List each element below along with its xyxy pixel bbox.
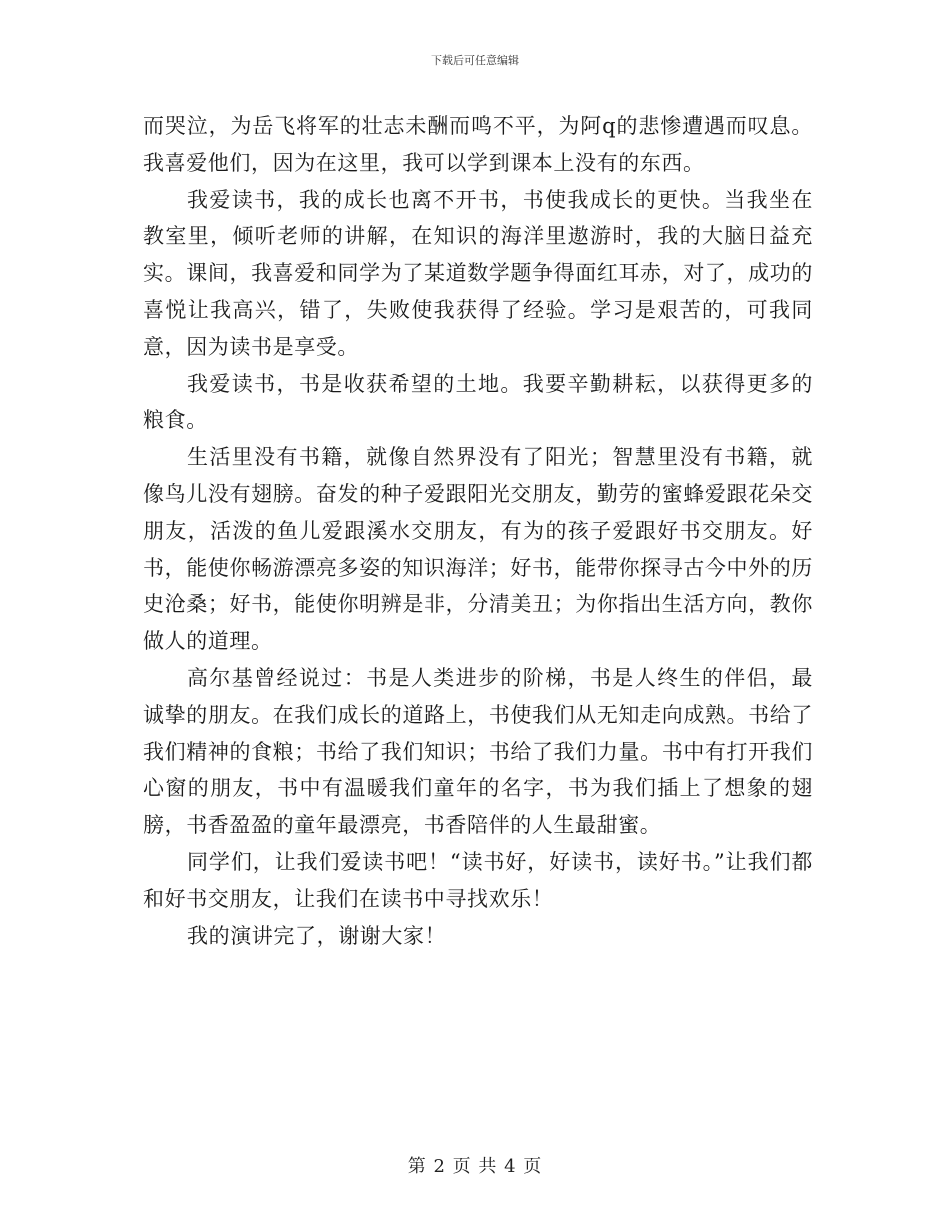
paragraph: 高尔基曾经说过：书是人类进步的阶梯，书是人终生的伴侣，最诚挚的朋友。在我们成长的道路上，书使我们从无知走向成熟。书给了我们精神的食粮；书给了我们知识；书给了我们力量。书中有打开我们心窗的朋友，书中有温暖我们童年的名字，书为我们插上了想象的翅膀，书香盈盈的童年最漂亮，书香陪伴的人生最甜蜜。 bbox=[143, 665, 813, 838]
page-header: 下载后可任意编辑 bbox=[431, 54, 519, 67]
paragraph: 生活里没有书籍，就像自然界没有了阳光；智慧里没有书籍，就像鸟儿没有翅膀。奋发的种子爱跟阳光交朋友，勤劳的蜜蜂爱跟花朵交朋友，活泼的鱼儿爱跟溪水交朋友，有为的孩子爱跟好书交朋友。好书，能使你畅游漂亮多姿的知识海洋；好书，能带你探寻古今中外的历史沧桑；好书，能使你明辨是非，分清美丑；为你指出生活方向，教你做人的道理。 bbox=[143, 445, 813, 654]
document-body bbox=[143, 108, 813, 954]
paragraph: 而哭泣，为岳飞将军的壮志未酬而鸣不平，为阿q的悲惨遭遇而叹息。我喜爱他们，因为在这里，我可以学到课本上没有的东西。 bbox=[143, 114, 813, 175]
paragraph: 我爱读书，书是收获希望的土地。我要辛勤耕耘，以获得更多的粮食。 bbox=[143, 371, 813, 433]
page-number-footer: 第 2 页 共 4 页 bbox=[407, 1156, 543, 1177]
paragraph: 同学们，让我们爱读书吧！“读书好，好读书，读好书。”让我们都和好书交朋友，让我们在读书中寻找欢乐！ bbox=[143, 849, 813, 911]
paragraph: 我爱读书，我的成长也离不开书，书使我成长的更快。当我坐在教室里，倾听老师的讲解，在知识的海洋里遨游时，我的大脑日益充实。课间，我喜爱和同学为了某道数学题争得面红耳赤，对了，成功的喜悦让我高兴，错了，失败使我获得了经验。学习是艰苦的，可我同意，因为读书是享受。 bbox=[143, 187, 813, 359]
paragraph: 我的演讲完了，谢谢大家！ bbox=[187, 923, 447, 948]
